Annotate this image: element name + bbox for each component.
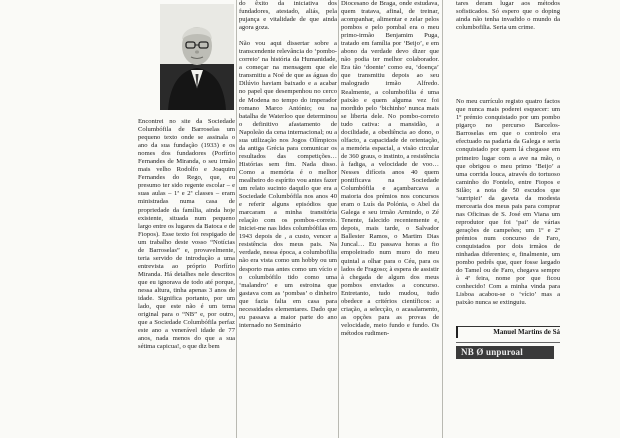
newspaper-logo-badge [456,346,554,359]
article-column-4 [456,0,560,307]
column-4-paragraph-2: No meu currículo registo quatro factos que nunca mais poderei esquecer: um 1º prémio conquistado por um pombo pigarço no percurso Barcelos-Barroselas em que o controlo era efectuado na padaria da Galega e seria conquistado por quem lá chegasse em primeiro lugar com a ave na mão, o que obrigou o meu primo ‘Beijo’ a uma corrida louca, através do tortuoso caminho do Fontelo, entre Fiopos e Silão; a nota de 50 escudos que ‘surripiei’ da gaveta da modesta mercearia dos meus pais para comprar nas Oficinas de S. José em Viana um reprodutor que foi ‘pai’ de várias gerações de campeões; um 1º e 2º prémios num concurso de Faro, conquistados por dois irmãos de ninhadas diferentes; e, finalmente, um pombo pedrês que, quer fosse largado do Tamel ou de Faro, chegava sempre à 4ª feira, nome por que ficou conhecido! Com a minha vinda para Lisboa acabou-se o ‘vício’ mas a paixão nunca se extinguiu. [456,98,560,307]
column-4-paragraph-1: tares deram lugar aos métodos sofisticados. Só espero que o doping ainda não tenha invadido o mundo da columbofilia. Seria um crime. [456,0,560,32]
column-3-paragraph-1: Diocesano de Braga, onde estudava, quem tratava, afinal, de treinar, acompanhar, alimentar e zelar pelos pombos e pelo pombal era o meu primo-irmão Benjamim Puga, tratado em família por ‘Beijo’, e em abono da verdade devo dizer que não podia ter melhor colaborador. Era tão ‘doente’ como eu, ‘doença’ que transmitiu depois ao seu malogrado irmão Alfredo. Realmente, a columbofilia é uma paixão e quem alguma vez foi mordido pelo ‘bichinho’ nunca mais se liberta dele. No pombo-correio tudo cativa: a mansidão, a docilidade, a obediência ao dono, o olfacto, a capacidade de orientação, a memória espacial, a visão circular de 360 graus, o instinto, a resistência à fadiga, a velocidade de voo… Nesses difíceis anos 40 quem pontificava na Sociedade Columbófila e açambarcava a maioria dos prémios nos concursos eram o Luís da Polónia, o Abel da Galega e seu irmão Armindo, o Zé Tenente, falecido recentemente e, depois, mais tarde, o Salvador Ballester Ramos, o Martim Dias Juncal… Eu passava horas a fio empoleirado num muro do meu quintal a olhar para o Céu, para os lados de Fragoso; à espera de assistir à chegada de algum dos meus pombos enviados a concurso. Entretanto, tudo mudou, tudo obedece a critérios científicos: a criação, a selecção, o acasalamento, as opções para as provas de velocidade, meio fundo e fundo. Os métodos rudimen- [341,0,439,337]
column-divider [338,0,339,438]
author-signature [456,326,560,340]
column-2-paragraph-1: do êxito da iniciativa dos fundadores, atestado, aliás, pela pujança e vitalidade de que ainda agora goza. [239,0,337,32]
column-1-text: Encontrei no site da Sociedade Columbófila de Barroselas um pequeno texto onde se assinala o ano da sua fundação (1933) e os nomes dos fundadores (Porfírio Fernandes de Miranda, o seu irmão mais velho Rodolfo e Joaquim Fernandes do Rego, que, eu presumo ter sido regente escolar – e suas aulas – 1ª e 2ª classes – eram ministradas numa casa de propriedade da família, ainda hoje existente, situada num pequeno largo entre os lugares da Batoca e de Fiopos). Esse texto foi respigado de um trabalho deste vosso “Notícias de Barroselas” e, provavelmente, teria servido de introdução a uma entrevista ao próprio Porfírio Miranda. Há detalhes nele descritos que eu ignorava de todo até porque, nessa altura, tinha apenas 3 anos de idade. Significa portanto, por um lado, que este não é um tema original para o “NB” e, por outro, que a Sociedade Columbófila perfaz este ano a venerável idade de 77 anos, nada menos do que a sua sétima capicua!, o que diz bem [138,118,235,351]
article-column-3 [341,0,439,338]
divider-line [456,342,560,343]
newspaper-logo-text: NB Ø unpuroal [461,347,523,357]
column-2-paragraph-2: Não vou aqui dissertar sobre a transcendente relevância do ‘pombo-correio’ na história da Humanidade, a começar na mensagem que ele transmitiu a Noé de que as águas do Dilúvio haviam baixado e a acabar no papel que desempenhou no cerco de Modena no tempo do imperador romano Marco António; ou na batalha de Waterloo que determinou o definitivo afastamento de Napoleão da cena internacional; ou a sua utilização nos Jogos Olímpicos da antiga Grécia para comunicar os resultados das competições… Histórias sem fim. Nada disso. Como a memória é o melhor mealheiro do espírito vou antes fazer um relato sucinto daquilo que era a Sociedade Columbófila nos anos 40 e referir alguns episódios que marcaram a minha transitória relação com os pombos-correio. Iniciei-me nas lides columbófilas em 1943 depois de , a custo, vencer a resistência dos meus pais. Na verdade, nessa época, a columbofilia não era vista como um hobby ou um desporto mas antes como um vício e o columbófilo tido como uma ‘malandro’ e um estroina que gastava com as ‘pombas’ o dinheiro que fazia falta em casa para necessidades elementares. Dado que eu passava a maior parte do ano internado no Seminário [239,40,337,329]
author-portrait-photo [160,4,234,110]
signature-bar [456,326,458,338]
signature-rule [456,326,560,327]
column-divider [442,0,443,438]
article-column-1 [138,118,235,351]
article-column-2 [239,0,337,330]
column-divider [236,0,237,438]
author-name: Manuel Martins de Sá [493,328,560,336]
